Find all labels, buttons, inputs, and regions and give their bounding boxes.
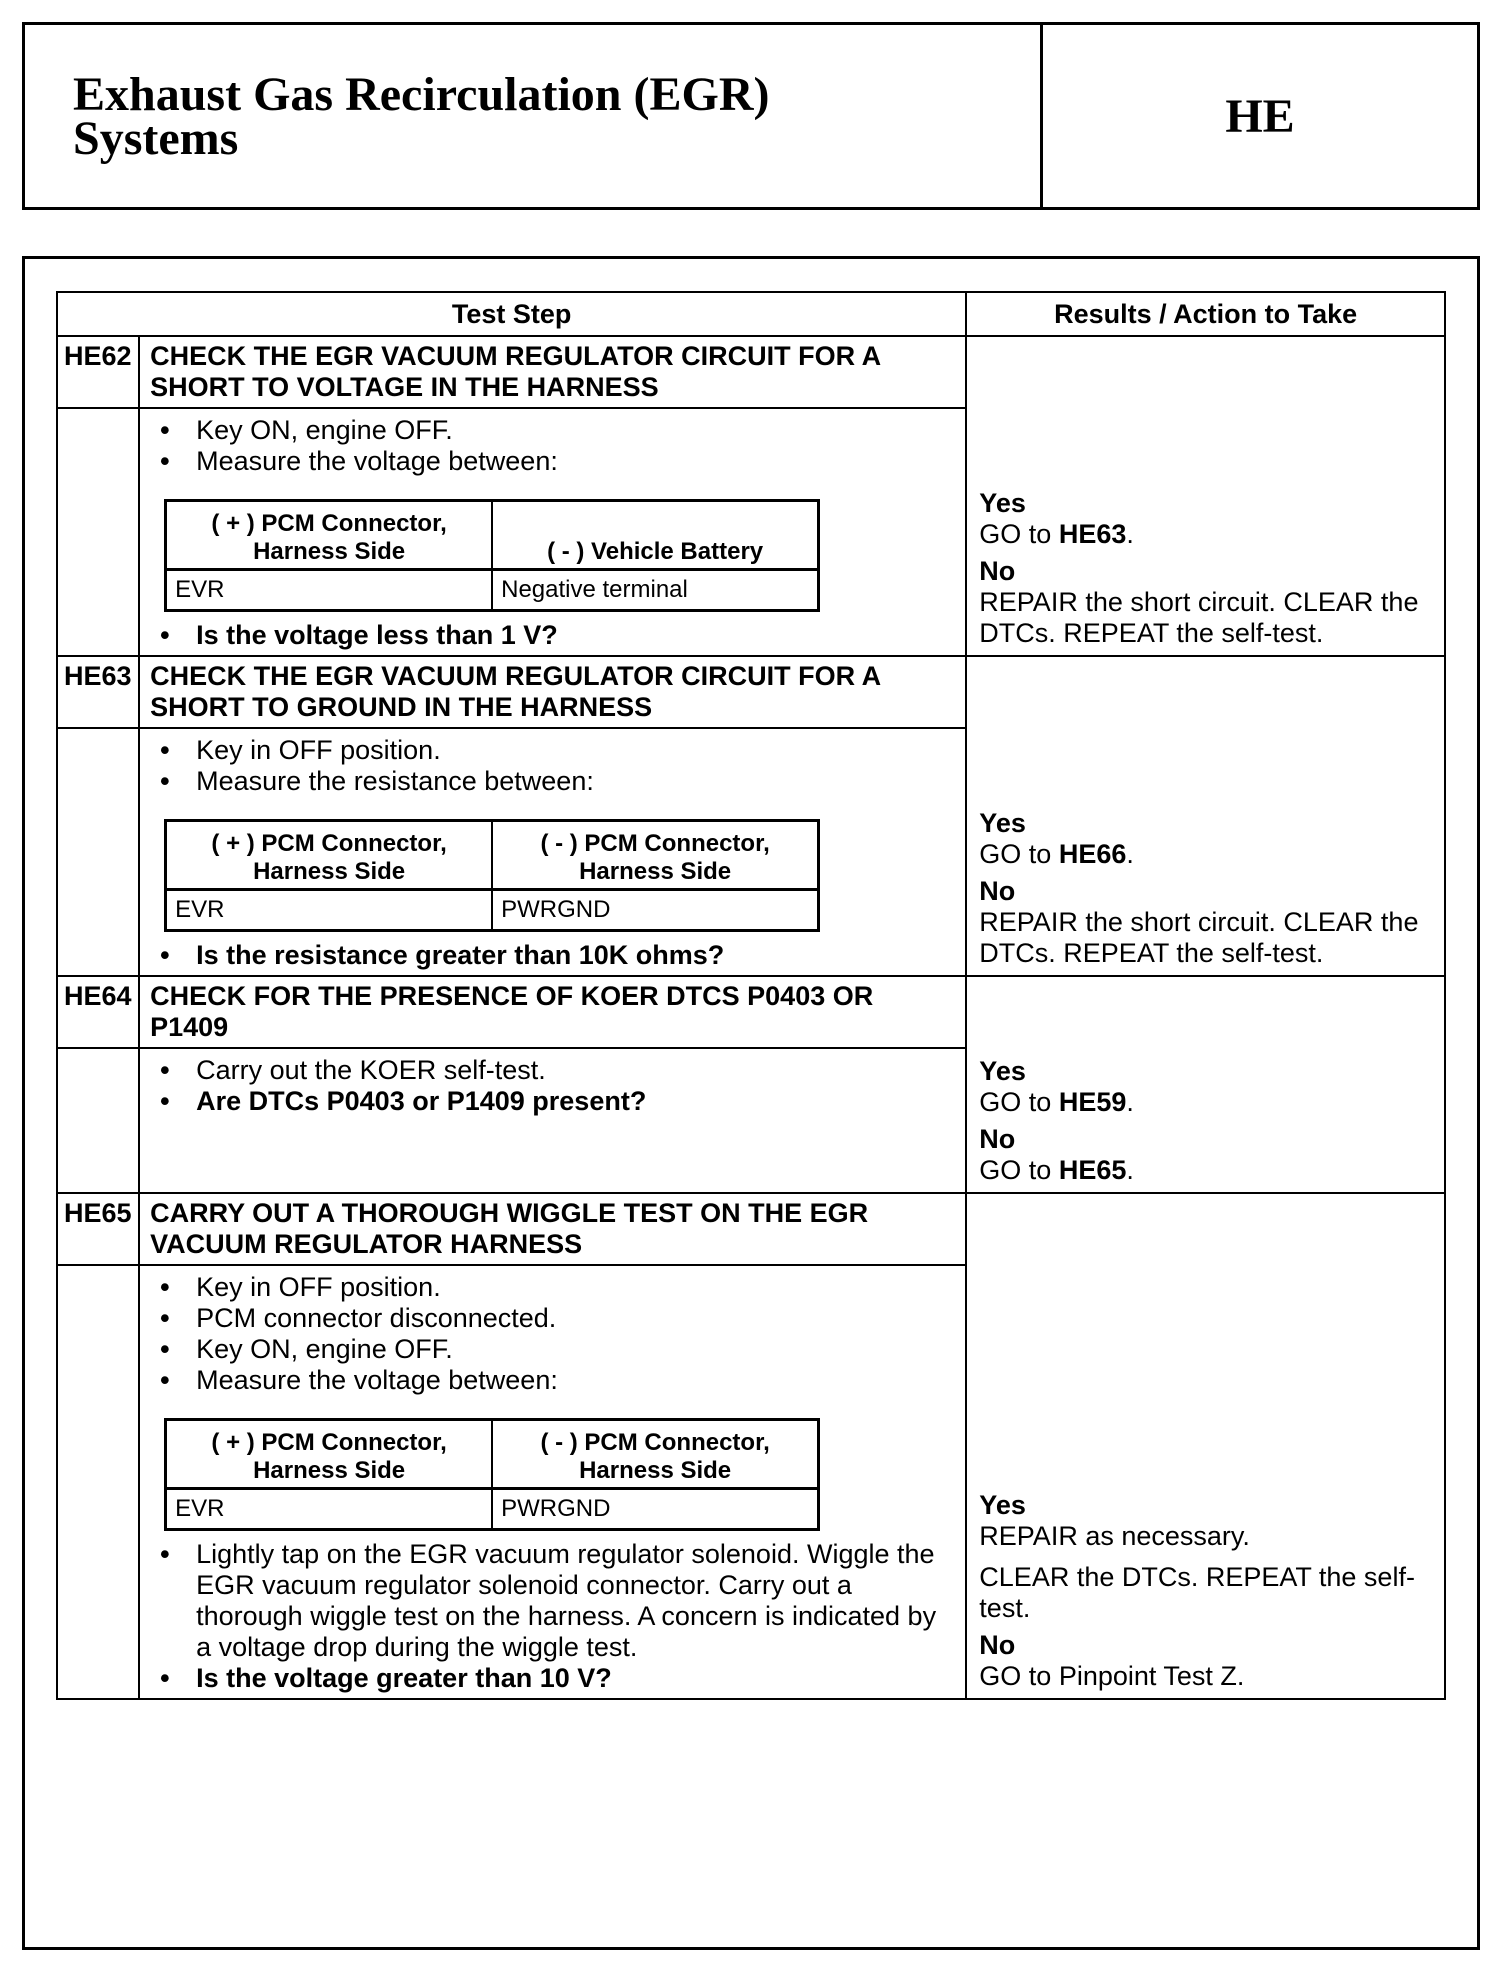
yes-action-followup: CLEAR the DTCs. REPEAT the self-test.	[979, 1562, 1415, 1623]
no-label: No	[979, 876, 1016, 906]
step-title: CHECK THE EGR VACUUM REGULATOR CIRCUIT FOR A SHORT TO VOLTAGE IN THE HARNESS	[139, 336, 966, 408]
step-body	[139, 728, 966, 976]
step-instruction: • Key ON, engine OFF.	[152, 415, 955, 446]
step-id: HE64	[57, 976, 139, 1048]
page-title-line2: Systems	[73, 112, 239, 165]
measurement-table	[164, 819, 820, 932]
step-instruction: • Measure the voltage between:	[152, 1365, 955, 1396]
step-title: CHECK THE EGR VACUUM REGULATOR CIRCUIT FOR A SHORT TO GROUND IN THE HARNESS	[139, 656, 966, 728]
step-question: • Is the resistance greater than 10K ohms?	[152, 940, 955, 971]
step-instruction: • Lightly tap on the EGR vacuum regulator solenoid. Wiggle the EGR vacuum regulator solenoid connector. Carry out a thorough wiggle test on the harness. A concern is indicated by a voltage drop during the wiggle test.	[152, 1539, 955, 1663]
step-instruction: • Measure the voltage between:	[152, 446, 955, 477]
step-instruction: • Carry out the KOER self-test.	[152, 1055, 955, 1086]
yes-label: Yes	[979, 488, 1026, 518]
step-title-row	[57, 976, 1445, 1048]
step-results: Yes GO to HE66. No REPAIR the short circuit. CLEAR the DTCs. REPEAT the self-test.	[966, 656, 1445, 976]
no-action: GO to Pinpoint Test Z.	[979, 1661, 1245, 1691]
step-id: HE65	[57, 1193, 139, 1265]
section-code: HE	[1225, 89, 1295, 143]
step-question: • Is the voltage greater than 10 V?	[152, 1663, 955, 1694]
step-instruction: • PCM connector disconnected.	[152, 1303, 955, 1334]
page-title	[25, 25, 1043, 207]
test-step-header: Test Step	[57, 292, 966, 336]
step-body	[139, 408, 966, 656]
measurement-negative-header: ( - ) Vehicle Battery	[492, 501, 819, 570]
step-title-row	[57, 656, 1445, 728]
yes-step-ref: HE59	[1058, 1087, 1127, 1117]
no-action: GO to	[979, 1155, 1059, 1185]
yes-action: GO to	[979, 519, 1059, 549]
step-body	[139, 1048, 966, 1193]
measurement-positive-header: ( + ) PCM Connector, Harness Side	[166, 501, 493, 570]
step-results	[966, 1193, 1445, 1699]
step-instruction: • Key in OFF position.	[152, 1272, 955, 1303]
step-title-row	[57, 1193, 1445, 1265]
yes-action: GO to	[979, 839, 1059, 869]
measurement-positive-header: ( + ) PCM Connector, Harness Side	[166, 821, 493, 890]
step-id: HE63	[57, 656, 139, 728]
step-results: Yes GO to HE63. No REPAIR the short circuit. CLEAR the DTCs. REPEAT the self-test.	[966, 336, 1445, 656]
no-label: No	[979, 556, 1016, 586]
yes-action: REPAIR as necessary.	[979, 1521, 1250, 1551]
step-instruction: • Key in OFF position.	[152, 735, 955, 766]
test-step-table	[56, 291, 1446, 1700]
yes-label: Yes	[979, 808, 1026, 838]
measurement-negative-value: PWRGND	[492, 890, 819, 931]
no-step-ref: HE65	[1058, 1155, 1127, 1185]
measurement-negative-value: Negative terminal	[492, 570, 819, 611]
step-instruction: • Key ON, engine OFF.	[152, 1334, 955, 1365]
measurement-positive-header: ( + ) PCM Connector, Harness Side	[166, 1420, 493, 1489]
step-body	[139, 1265, 966, 1699]
step-question: • Is the voltage less than 1 V?	[152, 620, 955, 651]
no-action: REPAIR the short circuit. CLEAR the DTCs. REPEAT the self-test.	[979, 587, 1419, 648]
yes-action: GO to	[979, 1087, 1059, 1117]
no-label: No	[979, 1124, 1016, 1154]
measurement-table	[164, 499, 820, 612]
step-instruction: • Measure the resistance between:	[152, 766, 955, 797]
measurement-positive-value: EVR	[166, 890, 493, 931]
step-title-row	[57, 336, 1445, 408]
table-header-row	[57, 292, 1445, 336]
measurement-negative-value: PWRGND	[492, 1489, 819, 1530]
page-header	[22, 22, 1480, 210]
step-title: CHECK FOR THE PRESENCE OF KOER DTCS P0403 OR P1409	[139, 976, 966, 1048]
page-title-line1: Exhaust Gas Recirculation (EGR)	[73, 68, 770, 121]
step-id: HE62	[57, 336, 139, 408]
step-question: • Are DTCs P0403 or P1409 present?	[152, 1086, 955, 1117]
no-label: No	[979, 1630, 1016, 1660]
yes-step-ref: HE66	[1058, 839, 1127, 869]
step-title: CARRY OUT A THOROUGH WIGGLE TEST ON THE EGR VACUUM REGULATOR HARNESS	[139, 1193, 966, 1265]
yes-label: Yes	[979, 1056, 1026, 1086]
measurement-negative-header: ( - ) PCM Connector, Harness Side	[492, 821, 819, 890]
no-action: REPAIR the short circuit. CLEAR the DTCs. REPEAT the self-test.	[979, 907, 1419, 968]
results-header: Results / Action to Take	[966, 292, 1445, 336]
step-results: Yes GO to HE59. No GO to HE65.	[966, 976, 1445, 1193]
measurement-positive-value: EVR	[166, 570, 493, 611]
measurement-negative-header: ( - ) PCM Connector, Harness Side	[492, 1420, 819, 1489]
measurement-positive-value: EVR	[166, 1489, 493, 1530]
yes-label: Yes	[979, 1490, 1026, 1520]
measurement-table	[164, 1418, 820, 1531]
yes-step-ref: HE63	[1058, 519, 1127, 549]
